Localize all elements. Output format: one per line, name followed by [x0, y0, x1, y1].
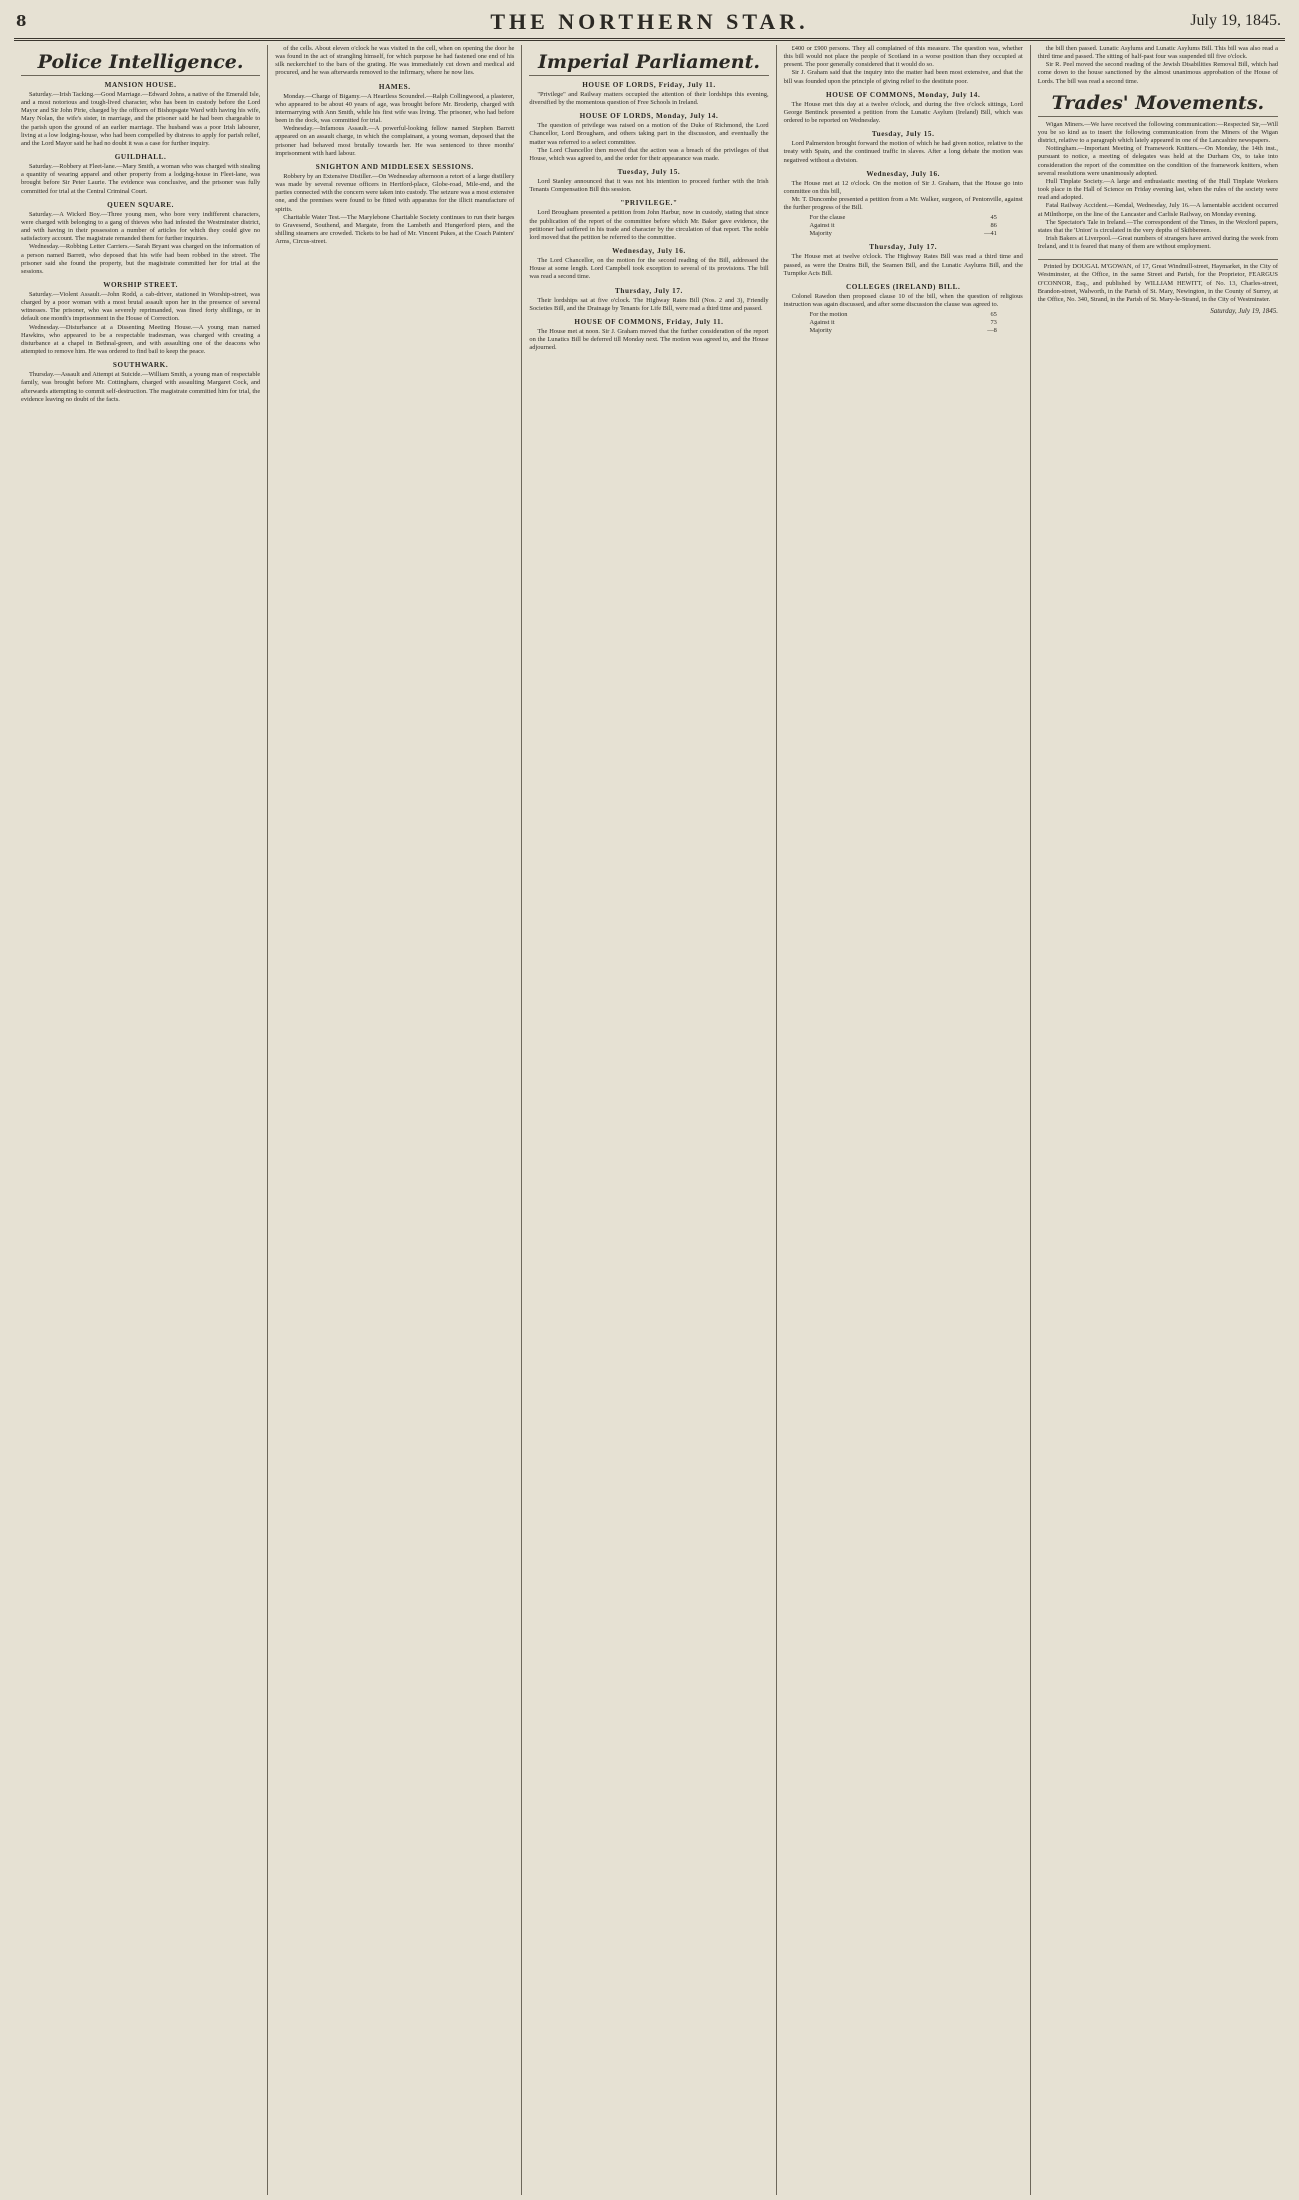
division-value: 65: [990, 311, 997, 319]
article-paragraph: Thursday.—Assault and Attempt at Suicide.—William Smith, a young man of respectable family, was brought before Mr. Cottingham, charged with assaulting Margaret Cock, and afterwards attempting to commit self-destruction. The magistrate committed him for trial, the evidence leaving no doubt of the facts.: [21, 371, 261, 403]
section-heading: Imperial Parliament.: [529, 51, 768, 76]
sub-heading: WORSHIP STREET.: [103, 280, 178, 289]
sub-heading: SNIGHTON AND MIDDLESEX SESSIONS.: [315, 162, 474, 171]
sub-heading: HOUSE OF LORDS, Monday, July 14.: [579, 112, 719, 121]
sub-heading: Tuesday, July 15.: [617, 168, 681, 177]
sub-heading: MANSION HOUSE.: [104, 81, 177, 89]
column-2: [268, 45, 522, 2195]
division-table: [808, 214, 999, 238]
sub-heading: GUILDHALL.: [114, 153, 167, 162]
newspaper-title: THE NORTHERN STAR.: [490, 9, 809, 34]
article-paragraph: of the cells. About eleven o'clock he was visited in the cell, when on opening the door he was found in the act of strangling himself, for which purpose he had fastened one end of his silk neckerchief to the bars of the grating. He was immediately cut down and medical aid procured, and he was afterwards removed to the infirmary, where he now lies.: [275, 45, 515, 77]
page-number: 8: [16, 12, 27, 30]
article-paragraph: Mr. T. Duncombe presented a petition from a Mr. Walker, surgeon, of Pentonville, against the further progress of the Bill.: [783, 196, 1023, 212]
division-label: Against it: [809, 222, 835, 230]
article-paragraph: Lord Brougham presented a petition from John Harbur, now in custody, stating that since the publication of the report of the committee before which Mr. Baker gave evidence, the petitioner had suffered in his trade and character by the circulation of that report. The noble lord moved that the petition be referred to the committee.: [529, 209, 769, 241]
imprint-text: Printed by DOUGAL M'GOWAN, of 17, Great Windmill-street, Haymarket, in the City of Westminster, at the Office, in the same Street and Parish, for the Proprietor, FEARGUS O'CONNOR, Esq., and published by WILLIAM HEWITT, of No. 13, Charles-street, Brandon-street, Walworth, in the Parish of St. Mary, Newington, in the County of Surrey, at the Office, No. 340, Strand, in the Parish of St. Mary-le-Strand, in the City of Westminster.: [1037, 263, 1278, 303]
division-row: [808, 214, 999, 222]
article-paragraph: Colonel Rawdon then proposed clause 10 of the bill, when the question of religious instruction was again discussed, and after some discussion the clause was agreed to.: [783, 292, 1023, 308]
article-paragraph: The Lord Chancellor then moved that the action was a breach of the privileges of that House, which was agreed to, and the order for their appearance was made.: [529, 146, 769, 162]
article-paragraph: Wednesday.—Infamous Assault.—A powerful-looking fellow named Stephen Barrett appeared on an assault charge, in which the complainant, a young woman, deposed that the prisoner had behaved most brutally towards her. He was sentenced to three months' imprisonment with hard labour.: [275, 125, 515, 157]
issue-date-header: July 19, 1845.: [1190, 12, 1281, 29]
article-paragraph: Lord Palmerston brought forward the motion of which he had given notice, relative to the treaty with Spain, and the continued traffic in slaves. After a long debate the motion was negatived without a division.: [783, 140, 1023, 164]
sub-heading: "PRIVILEGE.": [620, 199, 678, 208]
sub-heading: COLLEGES (IRELAND) BILL.: [845, 282, 961, 291]
article-paragraph: Wednesday.—Disturbance at a Dissenting Meeting House.—A young man named Hawkins, who appeared to be a respectable tradesman, was charged with creating a disturbance at a chapel in Bethnal-green, and with assaulting one of the deacons who attempted to remove him. He was ordered to find bail to keep the peace.: [21, 323, 261, 356]
division-row: [808, 327, 999, 335]
division-value: 86: [990, 222, 997, 230]
sub-heading: Wednesday, July 16.: [612, 247, 686, 256]
division-label: Majority: [809, 230, 832, 238]
sub-heading: Wednesday, July 16.: [866, 169, 941, 178]
article-paragraph: Wednesday.—Robbing Letter Carriers.—Sarah Bryant was charged on the information of a person named Barrett, who deposed that his wife had been robbed in the street. The prisoner said she found the property, but the magistrate committed her for trial at the sessions.: [21, 243, 261, 275]
article-paragraph: The Lord Chancellor, on the motion for the second reading of the Bill, addressed the House at some length. Lord Campbell took exception to several of its provisions. The bill was read a second time.: [529, 257, 769, 281]
masthead: [14, 6, 1285, 41]
division-label: For the clause: [809, 214, 846, 222]
article-paragraph: The Spectator's Tale in Ireland.—The correspondent of the Times, in the Wexford papers, states that the 'Union' is circulated in the very depths of Skibbereen.: [1037, 218, 1278, 234]
division-row: [808, 222, 999, 230]
division-table: [808, 311, 999, 335]
sub-heading: Thursday, July 17.: [615, 286, 683, 295]
article-paragraph: Fatal Railway Accident.—Kendal, Wednesday, July 16.—A lamentable accident occurred at Milnthorpe, on the line of the Lancaster and Carlisle Railway, on Monday evening.: [1037, 202, 1278, 218]
sub-heading: QUEEN SQUARE.: [107, 200, 175, 209]
article-paragraph: Sir R. Peel moved the second reading of the Jewish Disabilities Removal Bill, which had come down to the house sanctioned by the almost unanimous approbation of the House of Lords. The bill was read a second time.: [1037, 61, 1278, 85]
column-4: [777, 45, 1031, 2195]
article-paragraph: Their lordships sat at five o'clock. The Highway Rates Bill (Nos. 2 and 3), Friendly Societies Bill, and the Drainage by Tenants for Life Bill, were read a third time and passed.: [529, 296, 769, 312]
article-paragraph: Saturday.—Irish Tacking.—Good Marriage.—Edward Johns, a native of the Emerald Isle, and a most notorious and tough-lived character, who has been in custody before the Lord Mayor and Sir John Pirie, charged by the officers of Bishopsgate Ward with having his wife, Mary Nolan, the wife's sister, in marriage, and the prisoner said he had been chargeable to the parish upon the ground of an earlier marriage. The husband was a poor Irish labourer, living at a low lodging-house, who had been compelled by distress to apply for parish relief, and the Lord Mayor said he had no doubt it was a case for further inquiry.: [21, 91, 261, 147]
article-paragraph: The question of privilege was raised on a motion of the Duke of Richmond, the Lord Chancellor, Lord Brougham, and others taking part in the discussion, and eventually the matter was referred to a select committee.: [529, 122, 769, 146]
article-paragraph: "Privilege" and Railway matters occupied the attention of their lordships this evening, diversified by the momentous question of Free Schools in Ireland.: [529, 91, 769, 107]
article-paragraph: The House met at 12 o'clock. On the motion of Sir J. Graham, that the House go into committee on this bill,: [783, 179, 1023, 195]
division-value: —41: [984, 230, 997, 238]
sub-heading: HAMES.: [378, 82, 411, 91]
sub-heading: HOUSE OF COMMONS, Monday, July 14.: [826, 90, 981, 99]
article-paragraph: Wigan Miners.—We have received the following communication:—Respected Sir,—Will you be so kind as to insert the following communication from the Miners of the Wigan district, relative to a paragraph which lately appeared in one of the Lancashire newspapers.: [1037, 120, 1278, 145]
article-paragraph: the bill then passed. Lunatic Asylums and Lunatic Asylums Bill. This bill was also read a third time and passed. The sitting of half-past four was suspended till five o'clock.: [1037, 45, 1278, 61]
article-paragraph: Sir J. Graham said that the inquiry into the matter had been most extensive, and that the bill was founded upon the principle of giving relief to the destitute poor.: [783, 69, 1023, 85]
article-paragraph: Monday.—Charge of Bigamy.—A Heartless Scoundrel.—Ralph Collingwood, a plasterer, who appeared to be about 40 years of age, was brought before Mr. Broderip, charged with intermarrying with Ann Smith, while his first wife was living. The prisoner, who had before been in the dock, was committed for trial.: [275, 92, 515, 125]
division-value: 45: [990, 214, 997, 222]
article-paragraph: The House met at twelve o'clock. The Highway Rates Bill was read a third time and passed, as were the Drains Bill, the Seamen Bill, and the Lunatic Asylums Bill, and the Turnpike Acts Bill.: [783, 253, 1023, 277]
division-row: [808, 319, 999, 327]
printer-imprint: [1038, 259, 1278, 315]
article-paragraph: Lord Stanley announced that it was not his intention to proceed further with the Irish Tenants Compensation Bill this session.: [529, 178, 769, 194]
sub-heading: HOUSE OF COMMONS, Friday, July 11.: [574, 317, 724, 326]
article-paragraph: Hull Tinplate Society.—A large and enthusiastic meeting of the Hull Tinplate Workers took place in the Hall of Science on Friday evening last, when the rules of the society were read and adopted.: [1037, 177, 1278, 202]
column-1: [14, 45, 268, 2195]
section-heading: Police Intelligence.: [21, 51, 260, 76]
division-value: 73: [990, 319, 997, 327]
issue-date-footer: Saturday, July 19, 1845.: [1210, 307, 1278, 316]
article-paragraph: Robbery by an Extensive Distiller.—On Wednesday afternoon a retort of a large distillery was made by several revenue officers in Hertford-place, Globe-road, Mile-end, and the parties connected with the concern were taken into custody. The seizure was a most extensive one, and the premises were found to be fitted with apparatus for the illicit manufacture of spirits.: [275, 172, 515, 213]
division-value: —8: [987, 327, 997, 335]
columns: [14, 45, 1285, 2195]
division-label: Against it: [809, 319, 835, 327]
division-label: For the motion: [809, 311, 848, 319]
article-paragraph: The House met at noon. Sir J. Graham moved that the further consideration of the report on the Lunatics Bill be deferred till Monday next. The motion was agreed to, and the House adjourned.: [529, 327, 769, 352]
article-paragraph: Charitable Water Test.—The Marylebone Charitable Society continues to run their barges to Gravesend, Southend, and Margate, from the Lambeth and Hungerford piers, and the shilling steamers are crowded. Tickets to be had of Mr. Vincent Pukes, at the Coach Painters' Arms, Circus-street.: [275, 213, 515, 246]
column-5: [1031, 45, 1285, 2195]
sub-heading: Thursday, July 17.: [869, 243, 938, 252]
section-heading: Trades' Movements.: [1038, 92, 1278, 117]
article-paragraph: Nottingham.—Important Meeting of Framework Knitters.—On Monday, the 14th inst., pursuant to notice, a meeting of delegates was held at the Durham Ox, to take into consideration the report of the committee on the condition of the framework knitters, when several resolutions were unanimously adopted.: [1037, 145, 1278, 177]
division-row: [808, 311, 999, 319]
article-paragraph: £400 or £900 persons. They all complained of this measure. The question was, whether this bill would not place the people of Scotland in a worse position than they occupied at present. The poor generally considered that it would do so.: [783, 45, 1023, 69]
column-3: [522, 45, 776, 2195]
sub-heading: SOUTHWARK.: [112, 361, 169, 370]
article-paragraph: Saturday.—A Wicked Boy.—Three young men, who bore very indifferent characters, were charged with belonging to a gang of thieves who had infested the Westminster district, and with having in their possession a number of articles for which they could give no satisfactory account. The magistrate remanded them for further inquiries.: [21, 210, 261, 243]
division-label: Majority: [809, 327, 832, 335]
article-paragraph: Saturday.—Robbery at Fleet-lane.—Mary Smith, a woman who was charged with stealing a quantity of wearing apparel and other property from a lodging-house in Fleet-lane, was brought before Sir Peter Laurie. The evidence was conclusive, and the prisoner was fully committed for trial at the Central Criminal Court.: [21, 163, 261, 195]
article-paragraph: Irish Bakers at Liverpool.—Great numbers of strangers have arrived during the week from Ireland, and it is feared that many of them are without employment.: [1037, 234, 1278, 251]
article-paragraph: The House met this day at a twelve o'clock, and during the five o'clock sittings, Lord George Bentinck presented a petition from the Lunatic Asylum (Ireland) Bill, which was ordered to be reported on Wednesday.: [783, 100, 1023, 125]
sub-heading: HOUSE OF LORDS, Friday, July 11.: [582, 81, 716, 89]
sub-heading: Tuesday, July 15.: [871, 130, 935, 139]
article-paragraph: Saturday.—Violent Assault.—John Rodd, a cab-driver, stationed in Worship-street, was charged by a poor woman with a most brutal assault upon her in the presence of several witnesses. The prisoner, who was severely reprimanded, was fined forty shillings, or in default one month's imprisonment in the House of Correction.: [21, 290, 261, 323]
division-row: [808, 230, 999, 238]
